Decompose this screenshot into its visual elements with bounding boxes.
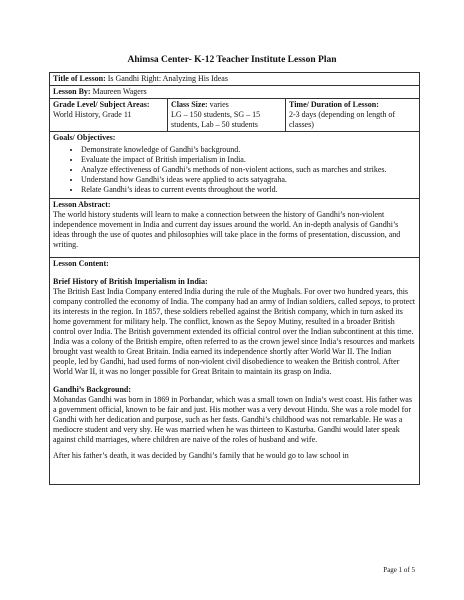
- goal-item: • Relate Gandhi’s ideas to current events throughout the world.: [81, 185, 416, 195]
- goal-item: • Demonstrate knowledge of Gandhi’s background.: [81, 145, 416, 155]
- goals-label: Goals/ Objectives:: [53, 133, 116, 142]
- grade-cell: [50, 99, 168, 132]
- abstract-cell: [50, 199, 420, 258]
- grade-value: World History, Grade 11: [53, 110, 132, 119]
- author-label: Lesson By:: [53, 87, 91, 96]
- content-cell: [50, 258, 420, 485]
- title-row: [50, 73, 420, 86]
- abstract-text: The world history students will learn to make a connection between the history of Gandhi’s non-violent independence movement in India and current day issues around the world. An in-depth analysis of Gandhi’s ideas through the use of quotes and philosophies will take place in the forms of presentation, discussion, and writing.: [53, 210, 401, 249]
- grade-label: Grade Level/ Subject Areas:: [53, 100, 150, 109]
- brief-history-title: Brief History of British Imperialism in India:: [53, 277, 208, 286]
- abstract-label: Lesson Abstract:: [53, 200, 111, 209]
- brief-history-text: The British East India Company entered India during the rule of the Mughals. For over two hundred years, this company controlled the economy of India. The company had an army of Indian soldiers, called sepoys, to protect its interests in the region. In 1857, these soldiers rebelled against the British company, which in turn asked its home government for military help. The conflict, known as the Sepoy Mutiny, resulted in a broader British control over India. The British government extended its official control over the Indian subcontinent at this time. India was a colony of the British empire, often referred to as the crown jewel since India’s resources and markets brought vast wealth to Great Britain. India earned its independence shortly after World War II. The Indian people, led by Gandhi, had used forms of non-violent civil disobedience to weaken the British control. After World War II, it was no longer possible for Great Britain to maintain its grasp on India.: [53, 287, 415, 376]
- goals-list: [53, 145, 416, 195]
- page-title: Ahimsa Center- K-12 Teacher Institute Lesson Plan: [127, 55, 337, 65]
- background-text: Mohandas Gandhi was born in 1869 in Porbandar, which was a small town on India’s west coast. His father was a government official, known to be fair and just. His mother was a very devout Hindu. She was a role model for Gandhi with her dedication and purpose, such as her fasts. Gandhi’s childhood was not remarkable. He was a mediocre student and very shy. He was married when he was thirteen to Kasturba. Gandhi would later speak against child marriages, where children are naive of the roles of husband and wife.: [53, 395, 412, 444]
- class-size-cell: [168, 99, 286, 132]
- content-label: Lesson Content:: [53, 259, 109, 268]
- duration-label: Time/ Duration of Lesson:: [289, 100, 379, 109]
- background-title: Gandhi’s Background:: [53, 385, 132, 394]
- class-size-value: varies: [209, 100, 229, 109]
- goal-item: • Understand how Gandhi’s ideas were applied to acts satyagraha.: [81, 175, 416, 185]
- after-text: After his father’s death, it was decided by Gandhi’s family that he would go to law school in: [53, 451, 349, 460]
- author-row: [50, 86, 420, 99]
- author-value: Maureen Wagers: [92, 87, 147, 96]
- class-size-label: Class Size:: [171, 100, 208, 109]
- lesson-plan-table: [49, 72, 420, 485]
- duration-value: 2-3 days (depending on length of classes): [289, 110, 395, 129]
- title-value: Is Gandhi Right: Analyzing His Ideas: [107, 74, 228, 83]
- goal-item: • Analyze effectiveness of Gandhi’s methods of non-violent actions, such as marches and strikes.: [81, 165, 416, 175]
- page-number: Page 1 of 5: [383, 566, 415, 574]
- goals-cell: [50, 132, 420, 199]
- title-label: Title of Lesson:: [53, 74, 106, 83]
- class-size-detail: LG – 150 students, SG – 15 students, Lab – 50 students: [171, 110, 261, 129]
- sepoys-term: sepoys: [359, 297, 381, 306]
- goal-item: • Evaluate the impact of British imperialism in India.: [81, 155, 416, 165]
- duration-cell: [286, 99, 420, 132]
